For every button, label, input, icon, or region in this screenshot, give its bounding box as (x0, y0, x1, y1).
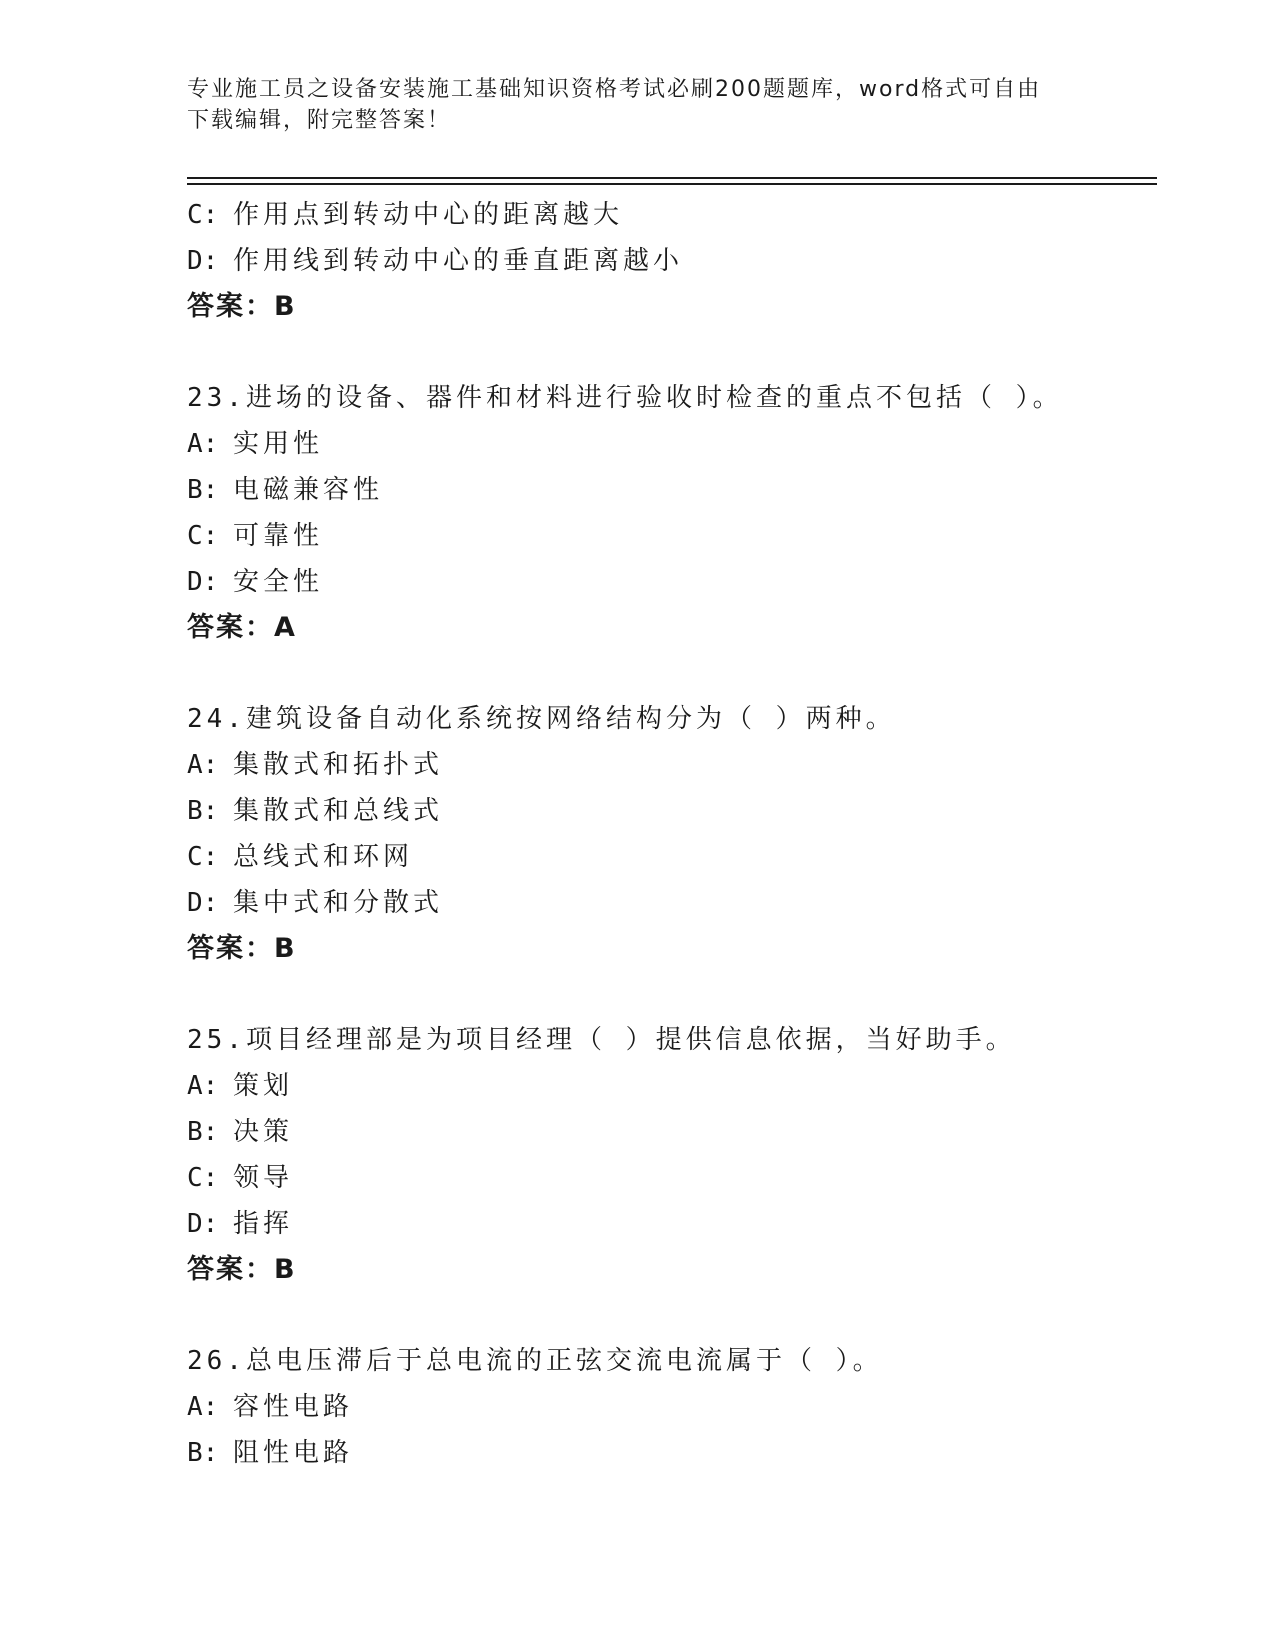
question-stem: 24.建筑设备自动化系统按网络结构分为（ ）两种。 (187, 704, 896, 734)
question-25 (187, 1017, 1167, 1293)
option-a (187, 742, 1167, 788)
option-text: 实用性 (233, 429, 324, 459)
option-text: 阻性电路 (233, 1438, 354, 1468)
answer-line: 答案：B (187, 291, 297, 322)
option-text: 作用点到转动中心的距离越大 (233, 200, 624, 230)
spacer (187, 972, 1167, 1017)
question-stem: 25.项目经理部是为项目经理（ ）提供信息依据，当好助手。 (187, 1025, 1016, 1055)
answer-line: 答案：B (187, 933, 297, 964)
option-letter: C: (187, 842, 219, 872)
option-letter: C: (187, 1163, 219, 1193)
option-b (187, 788, 1167, 834)
option-letter: A: (187, 1071, 219, 1101)
option-c (187, 513, 1167, 559)
option-text: 总线式和环网 (233, 842, 414, 872)
option-letter: A: (187, 750, 219, 780)
header-divider-bottom (187, 183, 1157, 185)
option-letter: B: (187, 475, 219, 505)
option-letter: B: (187, 1438, 219, 1468)
option-text: 作用线到转动中心的垂直距离越小 (233, 246, 684, 276)
option-text: 决策 (233, 1117, 294, 1147)
question-26 (187, 1338, 1167, 1476)
option-letter: A: (187, 429, 219, 459)
question-24 (187, 696, 1167, 972)
option-text: 电磁兼容性 (233, 475, 384, 505)
option-c (187, 1155, 1167, 1201)
option-d (187, 559, 1167, 605)
option-d (187, 1201, 1167, 1247)
option-text: 容性电路 (233, 1392, 354, 1422)
option-letter: B: (187, 796, 219, 826)
question-stem: 26.总电压滞后于总电流的正弦交流电流属于（ ）。 (187, 1346, 883, 1376)
option-letter: D: (187, 888, 219, 918)
option-b (187, 1430, 1167, 1476)
option-b (187, 1109, 1167, 1155)
header-line-2: 下载编辑，附完整答案！ (187, 108, 452, 133)
option-text: 策划 (233, 1071, 294, 1101)
option-a (187, 1384, 1167, 1430)
spacer (187, 651, 1167, 696)
header-line-1: 专业施工员之设备安装施工基础知识资格考试必刷200题题库，word格式可自由 (187, 77, 1042, 102)
option-letter: C: (187, 200, 219, 230)
question-stem: 23.进场的设备、器件和材料进行验收时检查的重点不包括（ ）。 (187, 383, 1063, 413)
option-c (187, 834, 1167, 880)
option-a (187, 1063, 1167, 1109)
header-divider-top (187, 177, 1157, 179)
option-letter: D: (187, 1209, 219, 1239)
option-text: 集散式和拓扑式 (233, 750, 444, 780)
option-a (187, 421, 1167, 467)
option-text: 领导 (233, 1163, 294, 1193)
option-letter: B: (187, 1117, 219, 1147)
option-text: 安全性 (233, 567, 324, 597)
option-letter: C: (187, 521, 219, 551)
option-text: 可靠性 (233, 521, 324, 551)
question-list (187, 192, 1167, 1476)
question-23 (187, 375, 1167, 651)
document-header (187, 74, 1087, 136)
option-b (187, 467, 1167, 513)
option-text: 集散式和总线式 (233, 796, 444, 826)
spacer (187, 330, 1167, 375)
answer-line: 答案：B (187, 1254, 297, 1285)
spacer (187, 1293, 1167, 1338)
option-letter: D: (187, 567, 219, 597)
option-text: 指挥 (233, 1209, 294, 1239)
option-text: 集中式和分散式 (233, 888, 444, 918)
option-c (187, 192, 1167, 238)
option-letter: D: (187, 246, 219, 276)
option-letter: A: (187, 1392, 219, 1422)
option-d (187, 238, 1167, 284)
question-continued (187, 192, 1167, 330)
answer-line: 答案：A (187, 612, 297, 643)
option-d (187, 880, 1167, 926)
